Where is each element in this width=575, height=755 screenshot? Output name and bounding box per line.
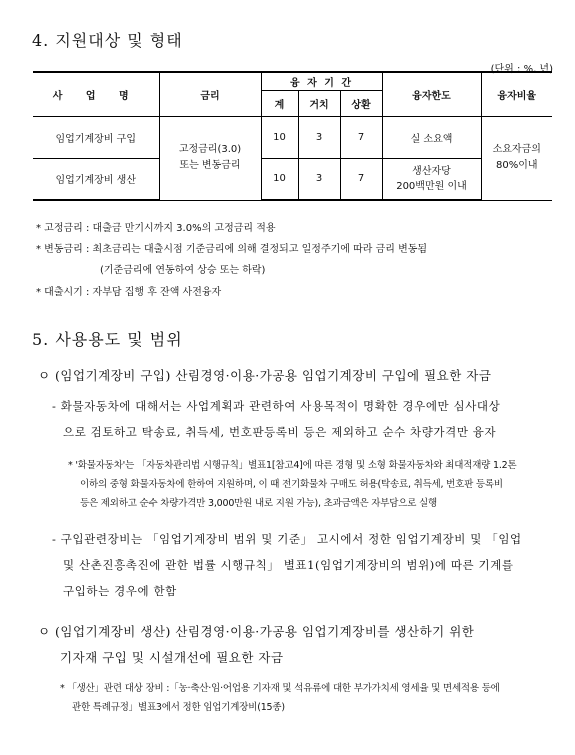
header-rate: 금리 <box>159 72 261 116</box>
support-table <box>33 71 552 201</box>
item-production-cont: 기자재 구입 및 시설개선에 필요한 자금 <box>60 650 284 665</box>
ratio-cell: 소요자금의 80%이내 <box>481 116 552 200</box>
purchase-subnote-1: * '화물자동차'는 「자동차관리법 시행규칙」별표1[참고4]에 따른 경형 및 소형 화물자동차와 최대적재량 1.2톤 <box>68 460 517 471</box>
item-purchase: ㅇ (임업기계장비 구입) 산림경영·이용·가공용 임업기계장비 구입에 필요한 자금 <box>38 368 492 383</box>
row-repay: 7 <box>340 116 382 158</box>
section-5-title: 5. 사용용도 및 범위 <box>32 330 183 349</box>
production-subnote-1: * 「생산」관련 대상 장비 :「농·축산·임·어업용 기자재 및 석유류에 대한 부가가치세 영세율 및 면세적용 등에 <box>60 683 500 694</box>
note-variable-rate: * 변동금리 : 최초금리는 대출시점 기준금리에 의해 결정되고 일정주기에 따라 금리 변동됨 <box>36 244 428 255</box>
note-fixed-rate: * 고정금리 : 대출금 만기시까지 3.0%의 고정금리 적용 <box>36 223 276 234</box>
header-grace: 거치 <box>298 90 340 116</box>
row-repay: 7 <box>340 158 382 200</box>
purchase-detail-1b: 으로 검토하고 탁송료, 취득세, 번호판등록비 등은 제외하고 순수 차량가격만 융자 <box>63 425 497 439</box>
unit-label: (단위 : %, 년) <box>490 64 553 75</box>
purchase-subnote-2: 이하의 중형 화물자동차에 한하여 지원하며, 이 때 전기화물차 구매도 허용(탁송료, 취득세, 번호판 등록비 <box>80 479 503 490</box>
header-repay: 상환 <box>340 90 382 116</box>
row-limit: 실 소요액 <box>382 116 481 158</box>
row-grace: 3 <box>298 116 340 158</box>
table-row <box>33 116 552 158</box>
purchase-detail-2a: - 구입관련장비는 「임업기계장비 범위 및 기준」 고시에서 정한 임업기계장비 및 「임업 <box>52 532 522 546</box>
row-name: 임업기계장비 구입 <box>33 116 159 158</box>
section-4-title: 4. 지원대상 및 형태 <box>32 31 183 50</box>
note-loan-timing: * 대출시기 : 자부담 집행 후 잔액 사전융자 <box>36 287 222 298</box>
purchase-detail-1a: - 화물자동차에 대해서는 사업계획과 관련하여 사용목적이 명확한 경우에만 심사대상 <box>52 399 501 413</box>
purchase-detail-2b: 및 산촌진흥촉진에 관한 법률 시행규칙」 별표1(임업기계장비의 범위)에 따른 기계를 <box>63 558 514 572</box>
rate-cell: 고정금리(3.0) 또는 변동금리 <box>159 116 261 200</box>
row-name: 임업기계장비 생산 <box>33 158 159 200</box>
header-ratio: 융자비율 <box>481 72 552 116</box>
header-period: 융 자 기 간 <box>261 72 382 90</box>
table-row <box>33 158 552 200</box>
item-production: ㅇ (임업기계장비 생산) 산림경영·이용·가공용 임업기계장비를 생산하기 위한 <box>38 624 475 639</box>
production-subnote-2: 관한 특례규정」별표3에서 정한 임업기계장비(15종) <box>72 702 285 713</box>
row-total: 10 <box>261 158 298 200</box>
header-limit: 융자한도 <box>382 72 481 116</box>
row-grace: 3 <box>298 158 340 200</box>
note-variable-rate-cont: (기준금리에 연동하여 상승 또는 하락) <box>100 265 266 276</box>
purchase-subnote-3: 등은 제외하고 순수 차량가격만 3,000만원 내로 지원 가능), 초과금액은 자부담으로 실행 <box>80 498 437 509</box>
row-limit: 생산자당 200백만원 이내 <box>382 158 481 200</box>
header-total: 계 <box>261 90 298 116</box>
row-total: 10 <box>261 116 298 158</box>
header-business-name: 사 업 명 <box>33 72 159 116</box>
purchase-detail-2c: 구입하는 경우에 한함 <box>63 584 177 598</box>
